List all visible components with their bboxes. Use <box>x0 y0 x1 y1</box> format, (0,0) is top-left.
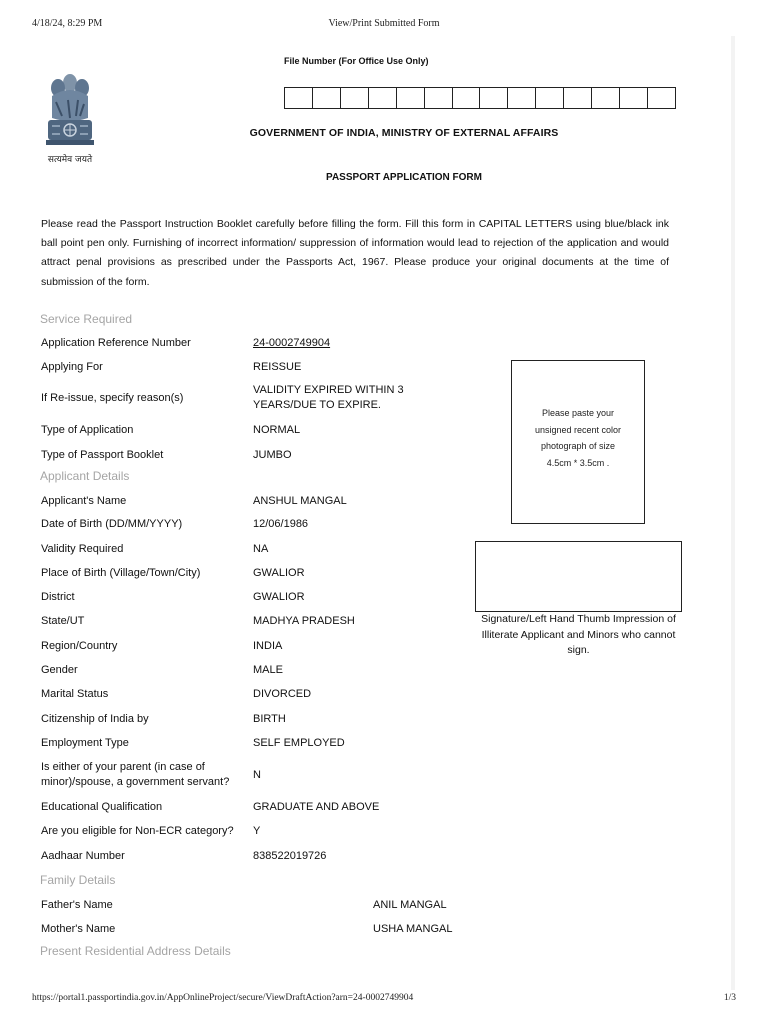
field-value-applying-for: REISSUE <box>253 361 302 373</box>
print-url: https://portal1.passportindia.gov.in/AppOnlineProject/secure/ViewDraftAction?arn=24-0002749904 <box>32 993 414 1003</box>
file-number-box <box>564 88 592 108</box>
field-value-citizenship: BIRTH <box>253 713 286 725</box>
field-value-gender: MALE <box>253 664 283 676</box>
field-value-reissue-reason: VALIDITY EXPIRED WITHIN 3 YEARS/DUE TO EXPIRE. <box>253 384 404 411</box>
field-label-marital-status: Marital Status <box>41 688 109 700</box>
field-value-booklet-type: JUMBO <box>253 449 292 461</box>
field-label-non-ecr: Are you eligible for Non-ECR category? <box>41 825 234 837</box>
file-number-box <box>285 88 313 108</box>
photo-line: unsigned recent color <box>534 424 622 435</box>
field-value-district: GWALIOR <box>253 591 305 603</box>
field-value-arn: 24-0002749904 <box>253 337 331 349</box>
print-page-number: 1/3 <box>723 993 736 1003</box>
signature-box <box>475 541 682 612</box>
print-date: 4/18/24, 8:29 PM <box>32 18 103 29</box>
file-number-box <box>536 88 564 108</box>
instructions-paragraph: Please read the Passport Instruction Booklet carefully before filling the form. Fill this form in CAPITAL LETTERS using blue/black ink ball point pen only. Furnishing of incorrect information/ suppression of information would lead to rejection of the application and would attract penal provisions as prescribed under the Passports Act, 1967. Please produce your original documents at the time of submission of the form. <box>41 218 669 288</box>
field-label-application-type: Type of Application <box>41 424 134 436</box>
field-value-marital-status: DIVORCED <box>253 688 312 700</box>
government-title: GOVERNMENT OF INDIA, MINISTRY OF EXTERNAL AFFAIRS <box>249 127 559 139</box>
file-number-label: File Number (For Office Use Only) <box>284 56 429 66</box>
photo-box <box>511 360 645 524</box>
field-label-applying-for: Applying For <box>41 361 103 373</box>
print-title: View/Print Submitted Form <box>328 18 440 29</box>
file-number-box <box>480 88 508 108</box>
field-label-citizenship: Citizenship of India by <box>41 713 149 725</box>
field-label-aadhaar: Aadhaar Number <box>41 850 125 862</box>
field-value-validity: NA <box>253 543 269 555</box>
file-number-box <box>620 88 648 108</box>
field-label-mother: Mother's Name <box>41 923 116 935</box>
print-header <box>32 18 736 32</box>
field-label-dob: Date of Birth (DD/MM/YYYY) <box>41 518 183 530</box>
field-label-gender: Gender <box>41 664 78 676</box>
field-label-arn: Application Reference Number <box>41 337 191 349</box>
ashoka-emblem-icon <box>38 66 102 170</box>
field-value-education: GRADUATE AND ABOVE <box>253 801 380 813</box>
photo-instructions <box>512 405 644 471</box>
photo-line: 4.5cm * 3.5cm . <box>546 457 610 468</box>
file-number-box <box>313 88 341 108</box>
page-edge <box>731 36 735 990</box>
photo-line: Please paste your <box>541 408 615 418</box>
section-family-details: Family Details <box>40 873 116 887</box>
form-title: PASSPORT APPLICATION FORM <box>326 172 482 183</box>
file-number-box <box>592 88 620 108</box>
field-value-non-ecr: Y <box>253 825 261 837</box>
field-value-govt-servant: N <box>253 769 261 781</box>
file-number-box <box>648 88 675 108</box>
file-number-box <box>453 88 481 108</box>
field-label-state: State/UT <box>41 615 85 627</box>
emblem-motto: सत्यमेव जयते <box>47 155 93 165</box>
field-label-name: Applicant's Name <box>41 495 127 507</box>
field-label-birth-place: Place of Birth (Village/Town/City) <box>41 567 201 579</box>
file-number-box <box>425 88 453 108</box>
photo-line: photograph of size <box>540 441 616 451</box>
field-value-father: ANIL MANGAL <box>373 899 447 911</box>
file-number-box <box>397 88 425 108</box>
field-label-employment: Employment Type <box>41 737 129 749</box>
field-label-reissue-reason: If Re-issue, specify reason(s) <box>41 392 184 404</box>
field-value-name: ANSHUL MANGAL <box>253 495 347 507</box>
section-service-required: Service Required <box>40 312 133 326</box>
field-label-validity: Validity Required <box>41 543 124 555</box>
field-value-birth-place: GWALIOR <box>253 567 305 579</box>
state-emblem <box>38 66 102 170</box>
field-label-booklet-type: Type of Passport Booklet <box>41 449 164 461</box>
field-value-country: INDIA <box>253 640 283 652</box>
field-value-mother: USHA MANGAL <box>373 923 453 935</box>
file-number-box <box>508 88 536 108</box>
field-label-country: Region/Country <box>41 640 118 652</box>
section-applicant-details: Applicant Details <box>40 469 130 483</box>
field-label-govt-servant: Is either of your parent (in case of minor)/spouse, a government servant? <box>41 761 230 788</box>
file-number-box <box>369 88 397 108</box>
field-value-employment: SELF EMPLOYED <box>253 737 345 749</box>
field-label-father: Father's Name <box>41 899 113 911</box>
field-value-aadhaar: 838522019726 <box>253 850 327 862</box>
file-number-boxes <box>284 87 676 109</box>
field-value-application-type: NORMAL <box>253 424 301 436</box>
field-label-district: District <box>41 591 75 603</box>
field-value-state: MADHYA PRADESH <box>253 615 355 627</box>
print-footer <box>32 993 736 1007</box>
section-present-address: Present Residential Address Details <box>40 944 231 958</box>
file-number-box <box>341 88 369 108</box>
field-label-education: Educational Qualification <box>41 801 163 813</box>
signature-caption: Signature/Left Hand Thumb Impression of Illiterate Applicant and Minors who cannot sign. <box>481 613 676 656</box>
field-value-dob: 12/06/1986 <box>253 518 309 530</box>
